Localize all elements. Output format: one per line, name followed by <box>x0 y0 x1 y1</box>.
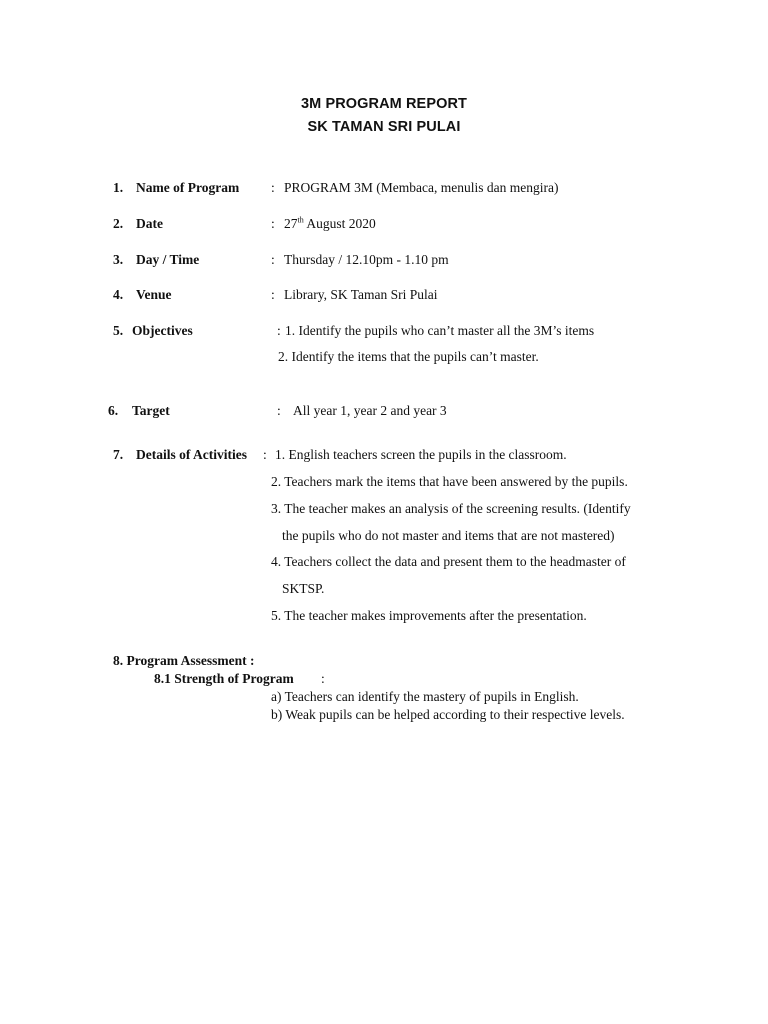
activity-line: 2. Teachers mark the items that have been answered by the pupils. <box>271 474 628 489</box>
date-month-year: August 2020 <box>303 216 376 231</box>
strength-colon: : <box>321 671 325 686</box>
strength-point: b) Weak pupils can be helped according to their respective levels. <box>271 707 625 722</box>
item-colon: : <box>277 403 281 418</box>
item-colon: : <box>271 252 275 267</box>
report-title: 3M PROGRAM REPORT <box>300 96 468 112</box>
activity-line: 4. Teachers collect the data and present them to the headmaster of <box>271 554 626 569</box>
item-number: 2. <box>113 216 124 231</box>
item-colon: : <box>271 180 275 195</box>
activity-line: SKTSP. <box>282 581 325 596</box>
item-colon: : <box>277 323 281 338</box>
item-colon: : <box>263 447 267 462</box>
date-day: 27 <box>284 216 298 231</box>
assessment-heading: 8. Program Assessment : <box>113 653 255 668</box>
item-number: 6. <box>108 403 119 418</box>
activity-line: 1. English teachers screen the pupils in the classroom. <box>275 447 567 462</box>
item-label: Name of Program <box>136 180 240 195</box>
date-ordinal-suffix: th <box>297 215 304 225</box>
item-colon: : <box>271 287 275 302</box>
item-number: 7. <box>113 447 124 462</box>
objective-line: 2. Identify the items that the pupils can’t master. <box>278 349 539 364</box>
strength-heading: 8.1 Strength of Program <box>154 671 294 686</box>
item-value: Library, SK Taman Sri Pulai <box>284 287 438 302</box>
item-value: All year 1, year 2 and year 3 <box>293 403 447 418</box>
objective-line: 1. Identify the pupils who can’t master all the 3M’s items <box>285 323 595 338</box>
school-name: SK TAMAN SRI PULAI <box>307 119 461 135</box>
item-label: Day / Time <box>136 252 200 267</box>
item-label: Date <box>136 216 163 231</box>
activity-line: the pupils who do not master and items that are not mastered) <box>282 528 615 543</box>
activity-line: 3. The teacher makes an analysis of the screening results. (Identify <box>271 501 631 516</box>
item-value: Thursday / 12.10pm - 1.10 pm <box>284 252 449 267</box>
item-label: Details of Activities <box>136 447 247 462</box>
item-label: Target <box>132 403 170 418</box>
item-value: PROGRAM 3M (Membaca, menulis dan mengira) <box>284 180 559 195</box>
item-number: 3. <box>113 252 124 267</box>
item-label: Objectives <box>132 323 193 338</box>
activity-line: 5. The teacher makes improvements after the presentation. <box>271 608 587 623</box>
item-number: 1. <box>113 180 124 195</box>
date-value <box>284 217 376 231</box>
item-label: Venue <box>136 287 172 302</box>
item-number: 4. <box>113 287 124 302</box>
item-colon: : <box>271 216 275 231</box>
strength-point: a) Teachers can identify the mastery of pupils in English. <box>271 689 579 704</box>
item-number: 5. <box>113 323 124 338</box>
